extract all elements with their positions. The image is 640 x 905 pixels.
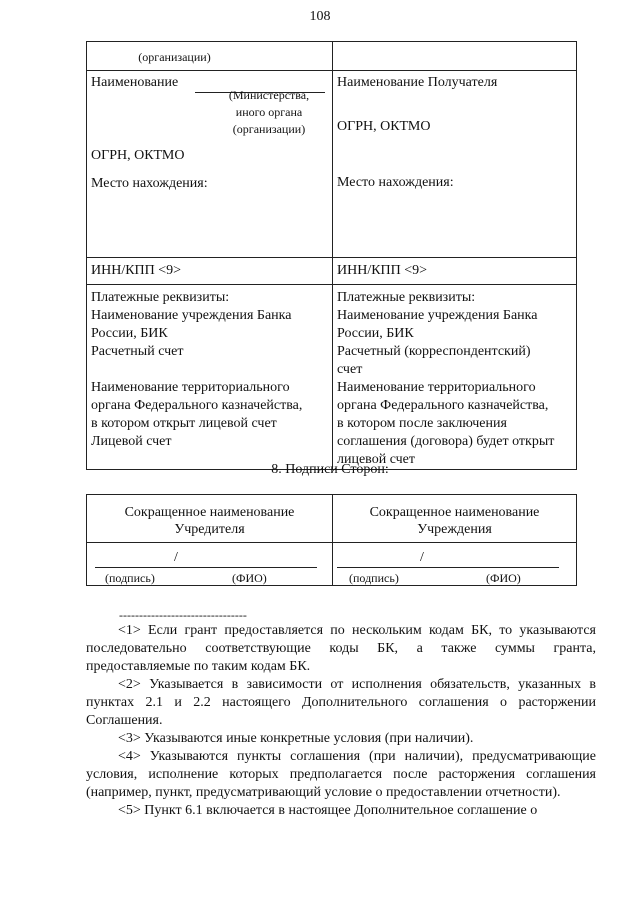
right-payment-cell [333, 285, 577, 470]
right-treasury-line: лицевой счет [337, 452, 415, 467]
left-payment-line: Расчетный счет [91, 344, 184, 359]
right-payment-line: Платежные реквизиты: [337, 290, 476, 305]
signature-line [95, 567, 317, 568]
left-payment-line: России, БИК [91, 326, 168, 341]
left-payment-cell [87, 285, 333, 470]
signature-label: (подпись) [105, 571, 155, 585]
right-location: Место нахождения: [337, 175, 454, 190]
signature-slash: / [174, 550, 178, 565]
institution-signature-cell [333, 543, 577, 586]
right-payment-line: России, БИК [337, 326, 414, 341]
footnotes [86, 622, 596, 820]
footnote: <3> Указываются иные конкретные условия (при наличии). [118, 731, 474, 746]
section-title: 8. Подписи Сторон: [271, 462, 389, 477]
left-payment-line: Наименование учреждения Банка [91, 308, 292, 323]
left-name-cell [87, 71, 333, 258]
right-payment-line: Наименование учреждения Банка [337, 308, 538, 323]
left-inn: ИНН/КПП <9> [91, 263, 182, 278]
fio-label: (ФИО) [486, 571, 521, 585]
footnote-rule: -------------------------------- [119, 608, 247, 622]
left-name-label: Наименование [91, 75, 179, 90]
org-caption: (организации) [138, 50, 211, 64]
left-treasury-line: Наименование территориального [91, 380, 290, 395]
ministry-note: (Министерства, иного органа (организации) [228, 88, 310, 136]
right-ogrn: ОГРН, ОКТМО [337, 119, 431, 134]
left-ogrn: ОГРН, ОКТМО [91, 148, 185, 163]
signature-label: (подпись) [349, 571, 399, 585]
page-number: 108 [309, 9, 331, 24]
left-location: Место нахождения: [91, 176, 208, 191]
right-treasury-line: соглашения (договора) будет открыт [337, 434, 555, 449]
fio-label: (ФИО) [232, 571, 267, 585]
requisites-table [86, 41, 577, 470]
right-inn-cell [333, 258, 577, 285]
right-treasury-line: Наименование территориального [337, 380, 536, 395]
left-treasury-line: Лицевой счет [91, 434, 172, 449]
org-caption-cell [87, 42, 333, 71]
right-payment-line: счет [337, 362, 363, 377]
signatures-table [86, 494, 577, 586]
signature-slash: / [420, 550, 424, 565]
footnote: <2> Указывается в зависимости от исполнения обязательств, указанных в пунктах 2.1 и 2.2 настоящего Дополнительного соглашения о расторжении Соглашения. [86, 677, 596, 728]
signature-line [337, 567, 559, 568]
right-inn: ИНН/КПП <9> [337, 263, 428, 278]
institution-header: Сокращенное наименование Учреждения [333, 495, 577, 543]
footnote: <1> Если грант предоставляется по нескольким кодам БК, то указываются последовательно соответствующие коды БК, а также суммы гранта, предоставляемые по таким кодам БК. [86, 623, 596, 674]
left-treasury-line: органа Федерального казначейства, [91, 398, 303, 413]
founder-signature-cell [87, 543, 333, 586]
right-payment-line: Расчетный (корреспондентский) [337, 344, 531, 359]
founder-header: Сокращенное наименование Учредителя [87, 495, 333, 543]
right-treasury-line: органа Федерального казначейства, [337, 398, 549, 413]
right-treasury-line: в котором после заключения [337, 416, 507, 431]
footnote: <5> Пункт 6.1 включается в настоящее Дополнительное соглашение о [118, 803, 538, 818]
footnote: <4> Указываются пункты соглашения (при наличии), предусматривающие условия, исполнение которых предполагается после расторжения соглашения (например, пункт, предусматривающий условие о предоставлении отчетности). [86, 749, 596, 800]
left-treasury-line: в котором открыт лицевой счет [91, 416, 277, 431]
left-payment-line: Платежные реквизиты: [91, 290, 230, 305]
right-name-cell [333, 71, 577, 258]
left-inn-cell [87, 258, 333, 285]
right-name-label: Наименование Получателя [337, 75, 498, 90]
